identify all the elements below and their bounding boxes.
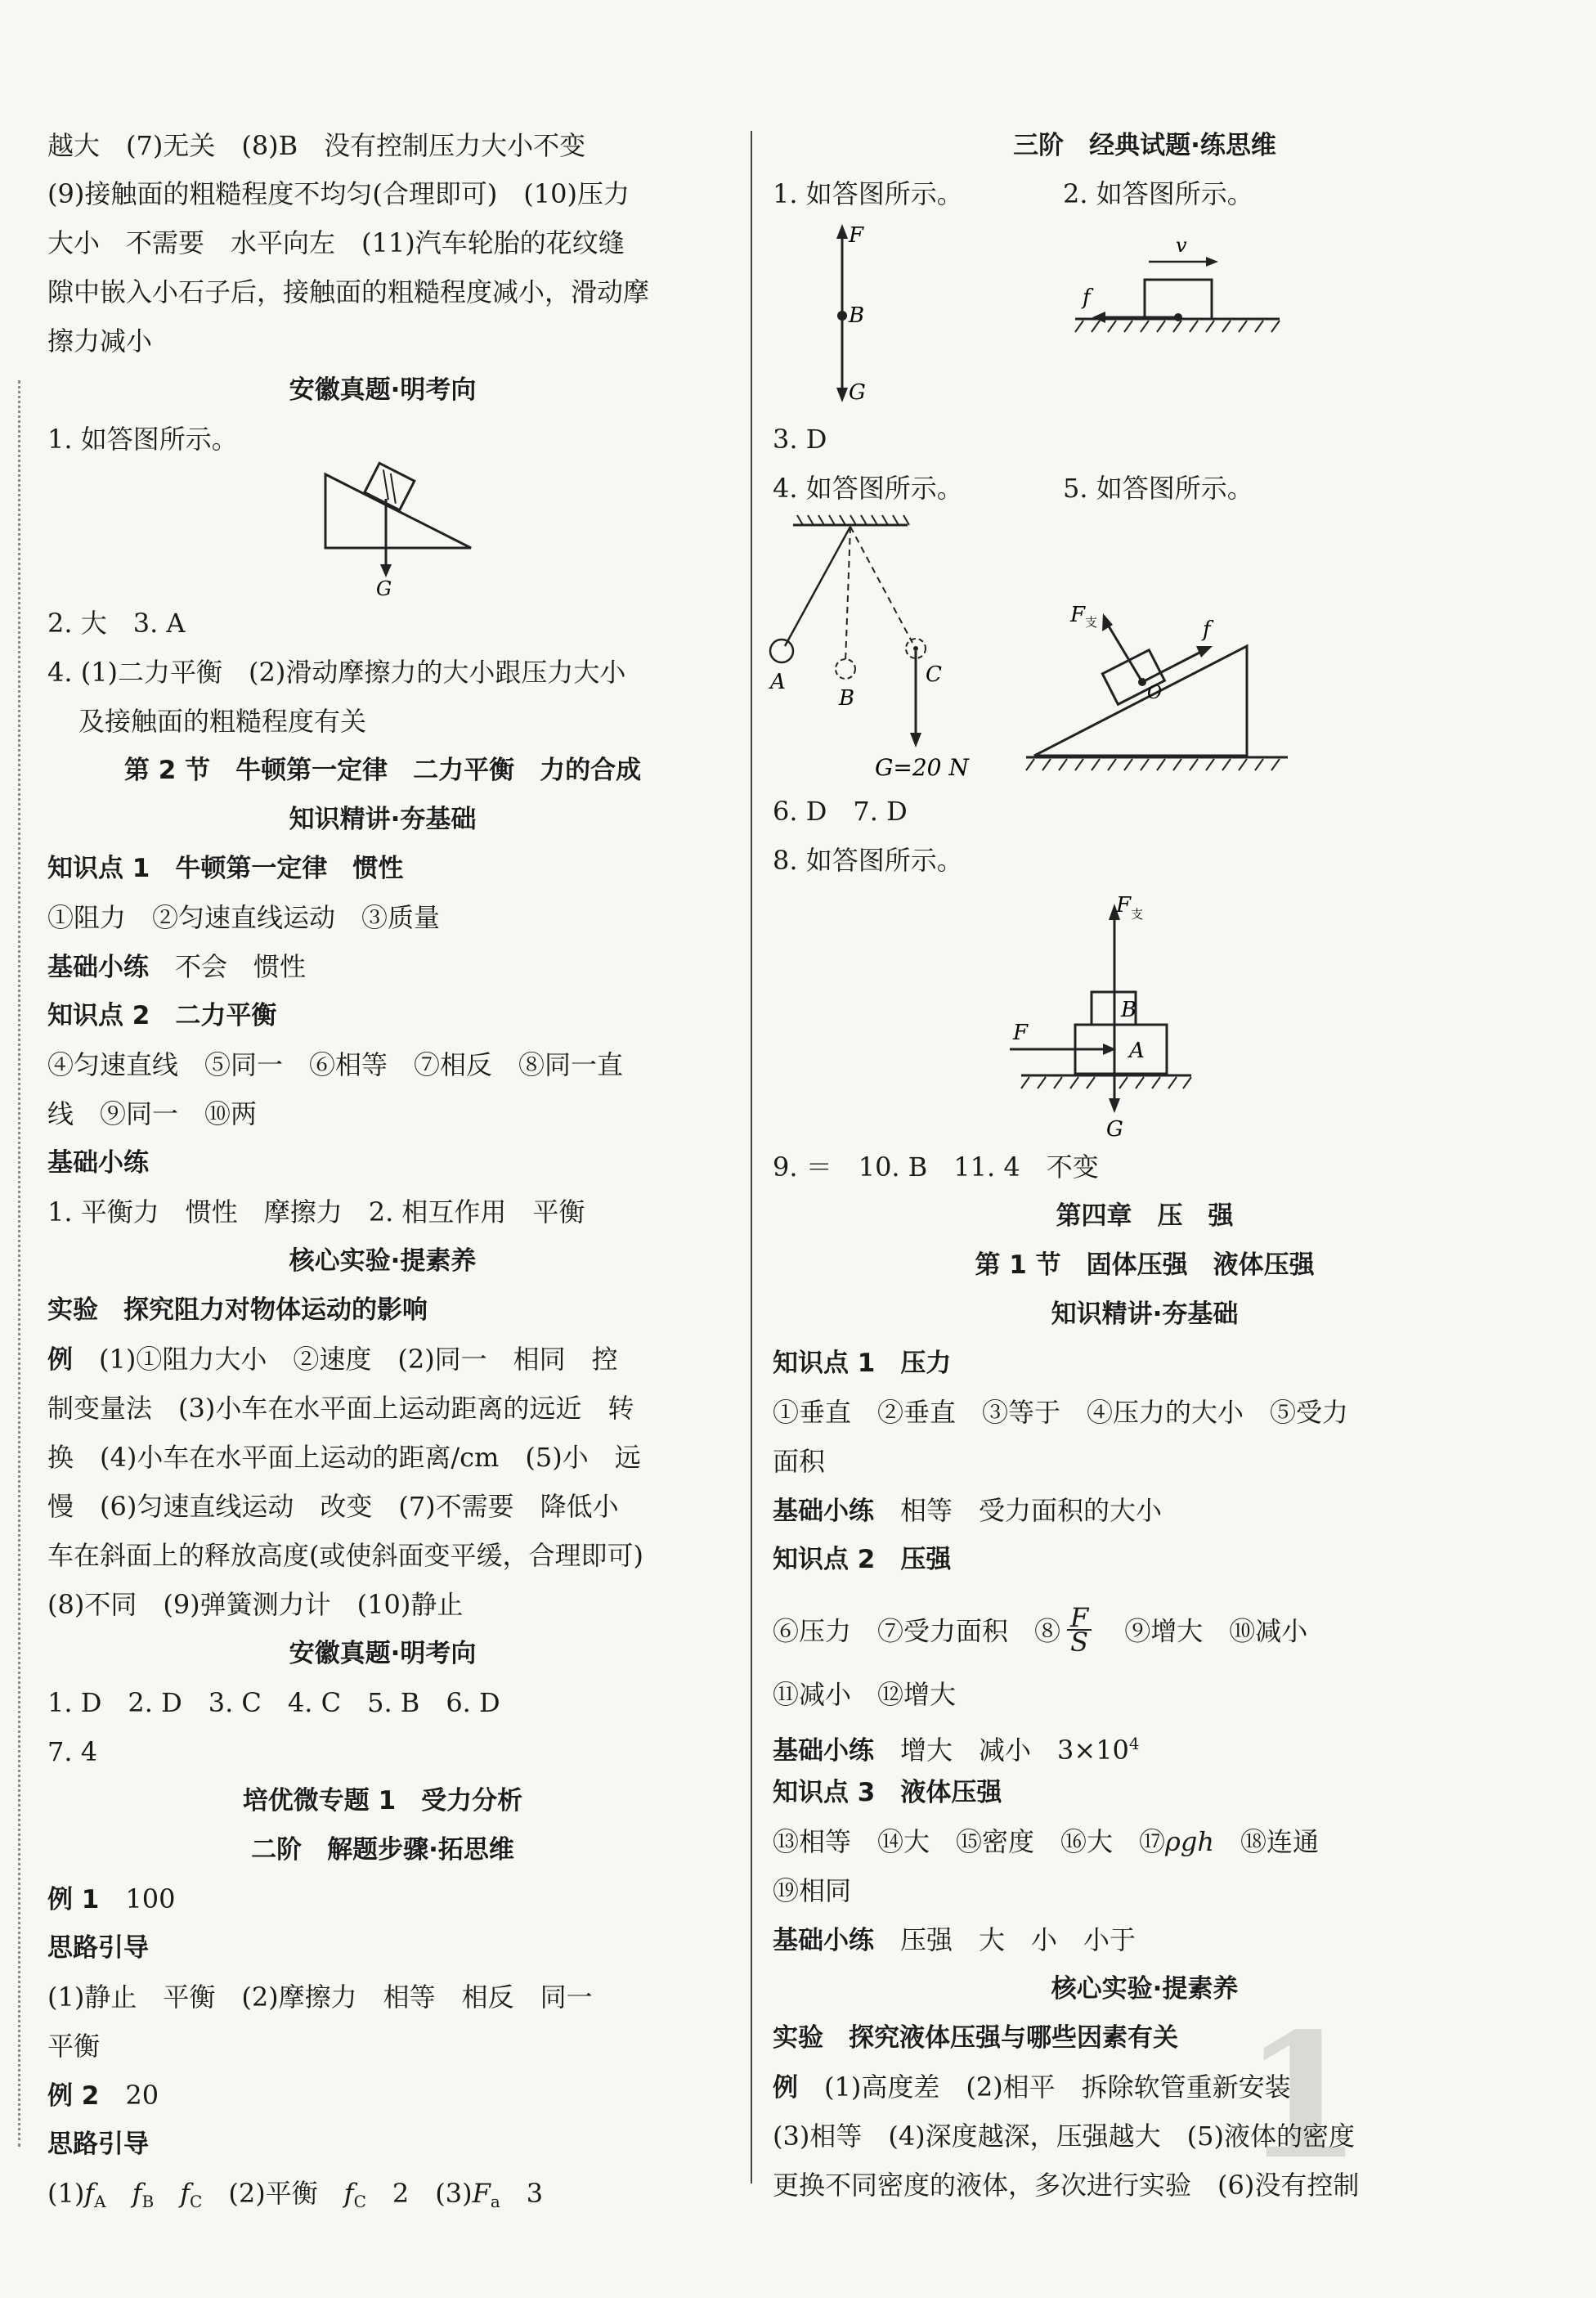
text-line: 1. 平衡力 惯性 摩擦力 2. 相互作用 平衡 xyxy=(47,1196,585,1228)
text-line: ⑪减小 ⑫增大 xyxy=(773,1679,957,1710)
text-line: 大小 不需要 水平向左 (11)汽车轮胎的花纹缝 xyxy=(47,227,625,258)
page-number-watermark: 1 xyxy=(1243,1995,1363,2197)
text-line: 隙中嵌入小石子后，接触面的粗糙程度减小，滑动摩 xyxy=(47,276,650,307)
text-line: 基础小练 压强 大 小 小于 xyxy=(773,1924,1136,1955)
question-5: 5. 如答图所示。 xyxy=(1063,473,1253,504)
margin-dotted-line xyxy=(18,380,20,2147)
answer-line: 及接触面的粗糙程度有关 xyxy=(78,706,367,737)
text-line: ①垂直 ②垂直 ③等于 ④压力的大小 ⑤受力 xyxy=(773,1397,1349,1428)
velocity-label: v xyxy=(1176,234,1187,257)
applied-force-label: F xyxy=(1013,1021,1029,1045)
section-heading: 核心实验·提素养 xyxy=(1051,1974,1239,2004)
text-line: 擦力减小 xyxy=(47,325,153,357)
answer-line: 2. 大 3. A xyxy=(47,608,186,639)
text-line: 例 1 100 xyxy=(47,1883,176,1914)
text-line: (3)相等 (4)深度越深，压强越大 (5)液体的密度 xyxy=(773,2121,1355,2152)
text-line: 例 (1)①阻力大小 ②速度 (2)同一 相同 控 xyxy=(47,1344,618,1375)
position-C-label: C xyxy=(926,662,942,687)
text-line: 基础小练 相等 受力面积的大小 xyxy=(773,1495,1163,1526)
knowledge-point: 知识点 2 压强 xyxy=(773,1545,952,1574)
section-heading: 培优微专题 1 受力分析 xyxy=(242,1786,523,1816)
section-heading: 安徽真题·明考向 xyxy=(289,375,477,405)
experiment-title: 实验 探究液体压强与哪些因素有关 xyxy=(773,2023,1178,2053)
knowledge-point: 知识点 2 二力平衡 xyxy=(47,1001,277,1030)
text-line: 换 (4)小车在水平面上运动的距离/cm (5)小 远 xyxy=(47,1442,641,1473)
gravity-label: G xyxy=(1106,1117,1123,1142)
text-line: 车在斜面上的释放高度(或使斜面变平缓，合理即可) xyxy=(47,1540,643,1571)
incline-block-diagram xyxy=(1026,597,1296,777)
section-heading: 知识精讲·夯基础 xyxy=(289,805,477,834)
gravity-value-label: G=20 N xyxy=(875,754,969,781)
section-heading: 安徽真题·明考向 xyxy=(289,1639,477,1668)
text-line: 越大 (7)无关 (8)B 没有控制压力大小不变 xyxy=(47,130,586,161)
support-force-label: F xyxy=(1116,893,1132,918)
knowledge-point: 知识点 1 压力 xyxy=(773,1349,952,1378)
text-line: 例 (1)高度差 (2)相平 拆除软管重新安装 xyxy=(773,2071,1291,2103)
experiment-title: 实验 探究阻力对物体运动的影响 xyxy=(47,1295,428,1325)
force-G-label: G xyxy=(849,380,866,405)
text-line: 基础小练 增大 减小 $3\times 10^4$ xyxy=(773,1734,1140,1766)
section-heading: 第 2 节 牛顿第一定律 二力平衡 力的合成 xyxy=(123,756,642,785)
stacked-blocks-diagram xyxy=(1002,887,1198,1141)
block-B-label: B xyxy=(1121,998,1137,1022)
text-line: 基础小练 不会 惯性 xyxy=(47,951,307,982)
gravity-label: G xyxy=(376,577,392,600)
incline-force-diagram xyxy=(311,466,491,600)
question-4: 4. 如答图所示。 xyxy=(773,473,963,504)
subscript-label: 支 xyxy=(1131,907,1144,922)
text-line: 平衡 xyxy=(47,2031,101,2062)
moving-block-diagram xyxy=(1071,229,1284,343)
text-line: (9)接触面的粗糙程度不均匀(合理即可) (10)压力 xyxy=(47,178,630,209)
answer-line: 6. D 7. D xyxy=(773,796,908,827)
label: 基础小练 xyxy=(47,1148,149,1178)
section-heading: 第 1 节 固体压强 液体压强 xyxy=(975,1250,1315,1280)
answer-line: 9. ＝ 10. B 11. 4 不变 xyxy=(773,1151,1099,1183)
friction-label: f xyxy=(1203,617,1211,642)
question-2: 2. 如答图所示。 xyxy=(1063,178,1253,209)
chapter-heading: 第四章 压 强 xyxy=(1056,1201,1234,1231)
text-line: ⑥压力 ⑦受力面积 ⑧ $\frac{F}{S}$ ⑨增大 ⑩减小 xyxy=(773,1602,1308,1658)
position-A-label: A xyxy=(770,670,786,694)
knowledge-point: 知识点 1 牛顿第一定律 惯性 xyxy=(47,854,404,883)
text-line: ①阻力 ②匀速直线运动 ③质量 xyxy=(47,902,441,933)
text-line: ⑲相同 xyxy=(773,1875,852,1906)
section-heading: 知识精讲·夯基础 xyxy=(1051,1299,1239,1329)
text-line: 面积 xyxy=(773,1446,826,1477)
text-line: (8)不同 (9)弹簧测力计 (10)静止 xyxy=(47,1589,464,1620)
text-line: 制变量法 (3)小车在水平面上运动距离的远近 转 xyxy=(47,1393,634,1424)
answer-line: 3. D xyxy=(773,424,827,455)
force-F-label: F xyxy=(849,223,864,248)
label: 思路引导 xyxy=(47,2130,149,2159)
fraction: $\frac{F}{S}$ xyxy=(1067,1606,1092,1654)
text-line: 更换不同密度的液体，多次进行实验 (6)没有控制 xyxy=(773,2170,1360,2201)
section-heading: 三阶 经典试题·练思维 xyxy=(1013,131,1276,160)
knowledge-point: 知识点 3 液体压强 xyxy=(773,1778,1002,1807)
question-1: 1. 如答图所示。 xyxy=(47,424,238,455)
text-line: ④匀速直线 ⑤同一 ⑥相等 ⑦相反 ⑧同一直 xyxy=(47,1049,624,1080)
column-divider xyxy=(751,131,752,2184)
answer-line: 7. 4 xyxy=(47,1736,98,1767)
subscript-label: 支 xyxy=(1085,615,1098,630)
point-B-label: B xyxy=(849,303,865,328)
support-force-label: F xyxy=(1070,603,1086,627)
block-A-label: A xyxy=(1129,1039,1145,1063)
text-line: $(1)f_A$ $f_B$ $f_C$ (2)平衡 $f_C$ 2 $(3)F_a$ 3 xyxy=(47,2178,544,2211)
section-heading: 核心实验·提素养 xyxy=(289,1246,477,1276)
vertical-forces-diagram xyxy=(818,221,883,409)
point-O-label: O xyxy=(1147,683,1163,703)
text-line: 慢 (6)匀速直线运动 改变 (7)不需要 降低小 xyxy=(47,1491,619,1522)
pendulum-diagram xyxy=(769,515,969,785)
question-1: 1. 如答图所示。 xyxy=(773,178,963,209)
answer-line: 1. D 2. D 3. C 4. C 5. B 6. D xyxy=(47,1687,500,1718)
section-heading: 二阶 解题步骤·拓思维 xyxy=(251,1835,514,1865)
answer-line: 4. (1)二力平衡 (2)滑动摩擦力的大小跟压力大小 xyxy=(47,657,626,688)
text-line: ⑬相等 ⑭大 ⑮密度 ⑯大 ⑰ρgh ⑱连通 xyxy=(773,1826,1319,1857)
text-line: (1)静止 平衡 (2)摩擦力 相等 相反 同一 xyxy=(47,1982,593,2013)
friction-label: f xyxy=(1083,285,1091,310)
text-line: 例 2 20 xyxy=(47,2080,159,2111)
position-B-label: B xyxy=(839,686,855,711)
label: 思路引导 xyxy=(47,1933,149,1963)
text-line: 线 ⑨同一 ⑩两 xyxy=(47,1098,258,1129)
question-8: 8. 如答图所示。 xyxy=(773,845,963,876)
